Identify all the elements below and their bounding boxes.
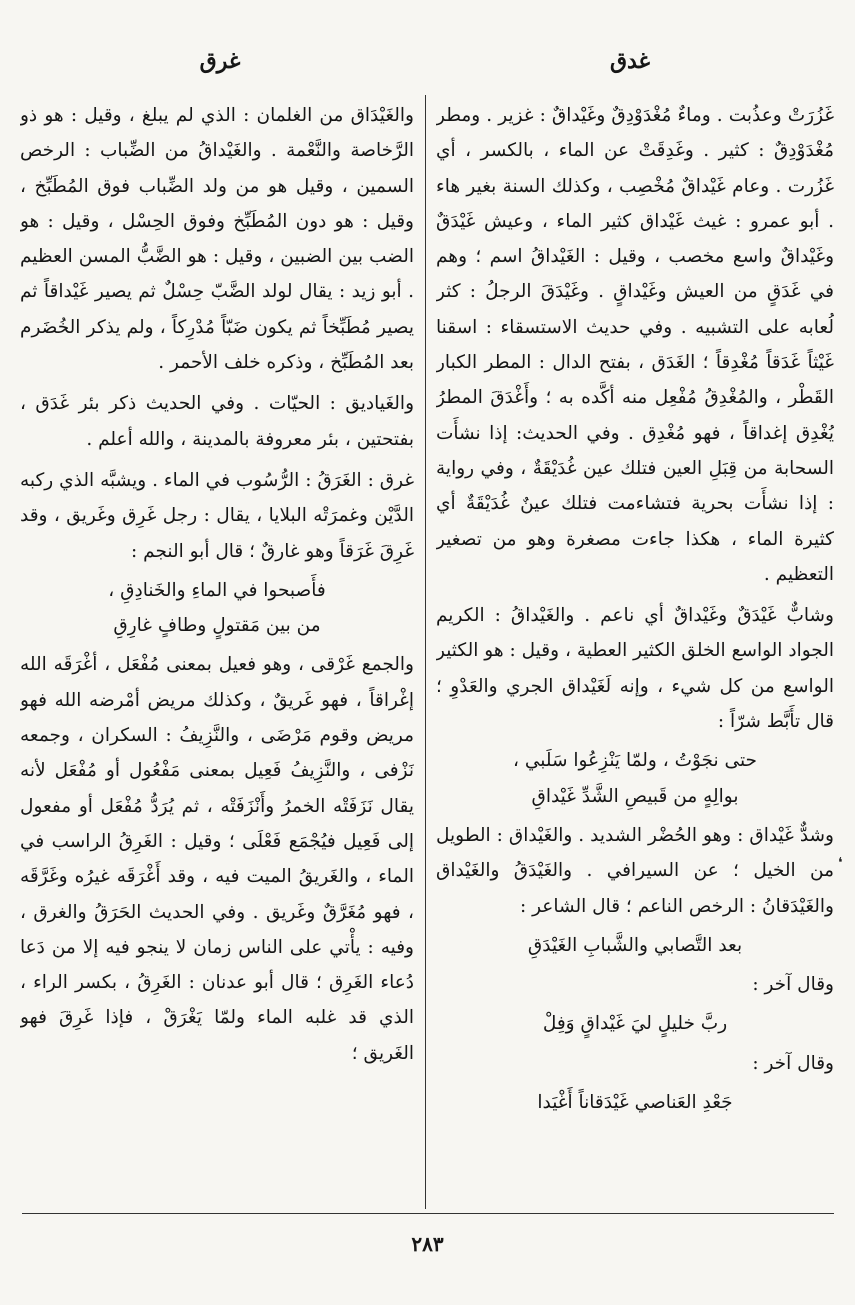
left-column xyxy=(20,98,414,1208)
right-paragraph-3: وشدٌّ غَيْداق : وهو الحُضْر الشديد . والغَيْداق : الطويل من الخيل ؛ عن السيرافي . والغَيْدَقُ والغَيْداق والغَيْدَقانُ : الرخص الناعم ؛ قال الشاعر : xyxy=(436,824,834,917)
header-left-headword: غرق xyxy=(199,48,241,74)
right-verse-2 xyxy=(436,928,834,963)
page-number: ٢٨٣ xyxy=(411,1232,444,1256)
verse-line: ربَّ خليلٍ ليَ غَيْداقٍ وَفِلْ xyxy=(542,1013,728,1035)
column-divider xyxy=(425,95,426,1209)
verse-line: جَعْدِ العَناصي غَيْدَقاناً أَغْيَدا xyxy=(537,1092,733,1114)
right-paragraph-1: غَزُرَتْ وعذُبت . وماءٌ مُغْدَوْدِقٌ وغَيْداقٌ : غزير . ومطر مُغْدَوْدِقٌ : كثير . وغَدِقَتْ عن الماء ، بالكسر ، أي غَزُرت . وعام غَيْداقٌ مُخْصِب ، وكذلك السنة بغير هاء . أبو عمرو : غيث غَيْداق كثير الماء ، وعيش غَيْدَقٌ وغَيْداقٌ واسع مخصب ، وقيل : الغَيْداقُ اسم ؛ وهم في غَدَقٍ من العيش وغَيْداقٍ . وغَيْدَقَ الرجلُ : كثر لُعابه على التشبيه . وفي حديث الاستسقاء : اسقنا غَيْثاً غَدَقاً مُغْدِقاً ؛ الغَدَق ، بفتح الدال : المطر الكبار القَطْر ، والمُغْدِقُ مُفْعِل منه أكَّده به ؛ وأَغْدَقَ المطرُ يُغْدِق إغداقاً ، فهو مُغْدِق . وفي الحديث: إذا نشأَت السحابة من قِبَلِ العين فتلك عين غُدَيْقَةٌ ، وفي رواية : إذا نشأَت بحرية فتشاءمت فتلك عينٌ غُدَيْقَةٌ أي كثيرة الماء ، هكذا جاءت مصغرة وهو من تصغير التعظيم . xyxy=(436,105,834,585)
right-verse-1 xyxy=(436,743,834,814)
left-verse-1 xyxy=(20,573,414,644)
right-verse-4 xyxy=(436,1085,834,1120)
left-paragraph-4: والجمع غَرْقى ، وهو فعيل بمعنى مُفْعَل ، أغْرَقَه الله إغْراقاً ، فهو غَريقٌ ، وكذلك مريض أمْرضه الله فهو مريض وقوم مَرْضَى ، والنَّزِيفُ : السكران ، وجمعه نَزْفى ، والنَّزِيفُ فَعِيل بمعنى مَفْعُول أو مُفْعَل لأنه يقال نَزَفَتْه الخمرُ وأَنْزَفَتْه ، ثم يُرَدُّ مُفْعَل أو مفعول إلى فَعِيل فيُجْمَع فَعْلَى ؛ وقيل : الغَرِقُ الراسب في الماء ، والغَريقُ الميت فيه ، وقد أَغْرَقَه غيرُه وغَرَّقَه ، فهو مُغَرَّقٌ وغَريق . وفي الحديث الحَرَقُ والغرق ، وفيه : يأْتي على الناس زمان لا ينجو فيه إلا من دَعا دُعاء الغَرِق ؛ قال أبو عدنان : الغَرِقُ ، بكسر الراء ، الذي قد غلبه الماء ولمّا يَغْرَقْ ، فإذا غَرِقَ فهو الغَريق ؛ xyxy=(20,654,414,1064)
margin-mark-icon: ❛ xyxy=(838,855,843,871)
left-paragraph-1: والغَيْدَاق من الغلمان : الذي لم يبلغ ، وقيل : هو ذو الرَّخاصة والنَّعْمة . والغَيْداقُ من الضِّباب : الرخص السمين ، وقيل هو من ولد الضِّباب فوق المُطَبِّخ ، وقيل : هو دون المُطَبِّخ وفوق الحِسْل ، وقيل : هو الضب بين الضبين ، وقيل : هو الضَّبُّ المسن العظيم . أبو زيد : يقال لولد الضَّبّ حِسْلٌ ثم يصير غَيْداقاً ثم يصير مُطَبِّخاً ثم يكون ضَبّاً مُدْرِكاً ، ولم يذكر الخُضَرم بعد المُطَبِّخ ، وذكره خلف الأحمر . xyxy=(20,105,414,374)
verse-line: بعد التَّصابي والشَّبابِ الغَيْدَقِ xyxy=(527,934,743,956)
left-paragraph-3: غرق : الغَرَقُ : الرُّسُوب في الماء . ويشبَّه الذي ركبه الدَّيْن وغمرَتْه البلايا ، يقال : رجل غَرِق وغَريق ، وقد غَرِقَ غَرَقاً وهو غارقٌ ؛ قال أبو النجم : xyxy=(20,469,414,562)
verse-line: من بين مَقتولٍ وطافٍ غارِقِ xyxy=(113,615,321,637)
right-paragraph-4: وقال آخر : xyxy=(752,974,834,996)
footer-rule xyxy=(22,1213,834,1214)
verse-line: بوالِهٍ من قَبيصِ الشَّدِّ غَيْداقِ xyxy=(531,785,739,807)
right-paragraph-2: وشابٌّ غَيْدَقٌ وغَيْداقٌ أي ناعم . والغَيْداقُ : الكريم الجواد الواسع الخلق الكثير العطية ، وقيل : هو الكثير الواسع من كل شيء ، وإنه لَغَيْداق الجري والعَدْوِ ؛ قال تأَبَّط شرّاً : xyxy=(436,605,834,733)
right-verse-3 xyxy=(436,1006,834,1041)
header-right-headword: غدق xyxy=(609,48,651,74)
right-paragraph-5: وقال آخر : xyxy=(752,1052,834,1074)
right-column xyxy=(436,98,834,1208)
verse-line: حتى نجَوْتُ ، ولمّا يَنْزِعُوا سَلَبي ، xyxy=(513,750,757,772)
verse-line: فأَصبحوا في الماءِ والخَنادِقِ ، xyxy=(108,579,326,601)
left-paragraph-2: والغَياديق : الحيّات . وفي الحديث ذكر بئر غَدَق ، بفتحتين ، بئر معروفة بالمدينة ، والله أعلم . xyxy=(20,393,414,450)
